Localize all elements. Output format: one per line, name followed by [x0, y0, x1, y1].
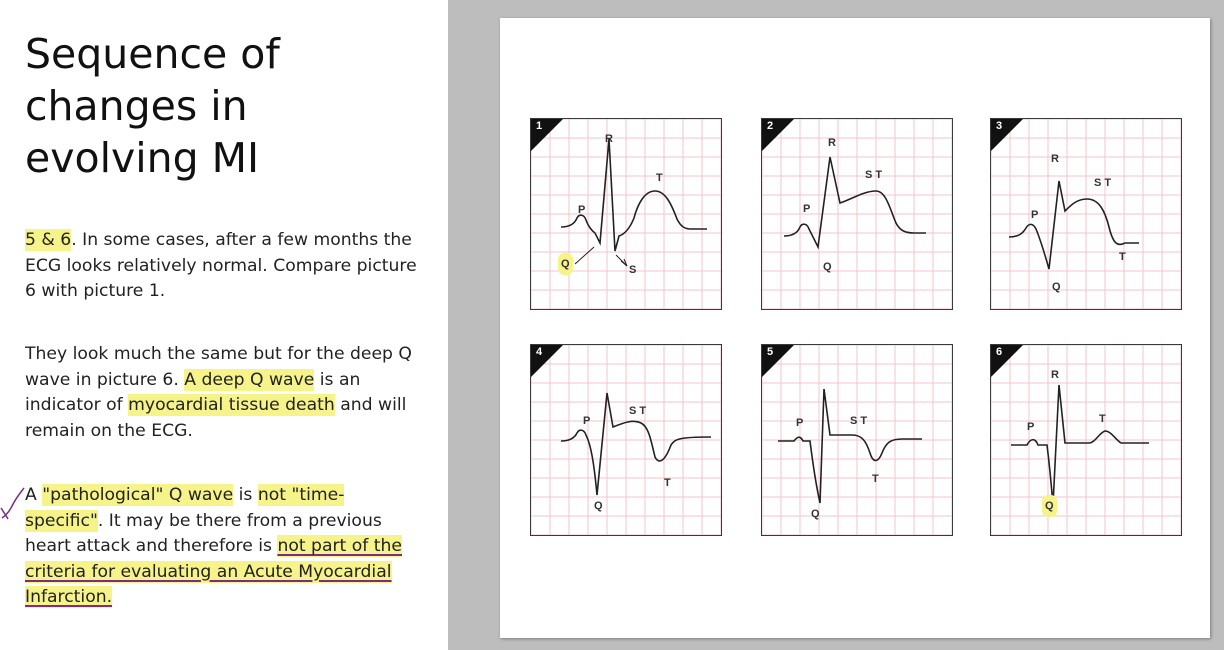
label-s: S — [629, 264, 637, 276]
label-p: P — [583, 415, 591, 427]
ecg-grid — [531, 345, 722, 536]
panel-number: 6 — [996, 346, 1003, 358]
label-p: P — [803, 203, 811, 215]
pen-tick-icon — [0, 484, 26, 524]
label-t: T — [656, 172, 663, 184]
slide-preview-area — [448, 0, 1224, 650]
text: and will remain on the ECG. — [25, 395, 407, 441]
ecg-trace-1 — [531, 119, 722, 310]
ecg-panel-1 — [530, 118, 722, 310]
paragraph-pathological-q — [25, 483, 420, 611]
paragraph-comparison — [25, 228, 420, 305]
ecg-grid — [531, 119, 722, 310]
label-p: P — [1031, 209, 1039, 221]
ecg-grid — [991, 345, 1182, 536]
ecg-grid — [991, 119, 1182, 310]
panel-number: 2 — [767, 120, 774, 132]
label-st: S T — [850, 415, 868, 427]
label-t: T — [872, 473, 879, 485]
text: is an indicator of — [25, 369, 361, 416]
text: They look much the same but for the deep Q wave in picture 6. — [25, 344, 412, 390]
slide-title: Sequence of changes in evolving MI — [25, 30, 280, 182]
label-t: T — [664, 477, 671, 489]
panel-number: 3 — [996, 120, 1003, 132]
panel-number: 5 — [767, 346, 774, 358]
label-r: R — [828, 137, 836, 149]
label-r: R — [605, 133, 613, 145]
label-r: R — [1051, 153, 1059, 165]
text: is — [233, 485, 258, 505]
highlight-deep-q-wave: A deep Q wave — [184, 369, 315, 390]
text: . In some cases, after a few months the ECG looks relatively normal. Compare picture 6 with picture 1. — [25, 230, 417, 302]
panel-number: 1 — [536, 120, 543, 132]
label-q: Q — [1052, 281, 1061, 293]
ecg-trace-3 — [991, 119, 1182, 310]
label-p: P — [578, 204, 586, 216]
ecg-trace-6 — [991, 345, 1182, 536]
underlined-criteria: not part of the criteria for evaluating an Acute Myocardial Infarction. — [25, 536, 402, 608]
text: . It may be there from a previous heart attack and therefore is — [25, 510, 382, 557]
label-p: P — [1027, 421, 1035, 433]
ecg-panel-4 — [530, 344, 722, 536]
highlight-pathological-q: "pathological" Q wave — [42, 485, 234, 505]
label-q: Q — [811, 508, 820, 520]
slide-page — [500, 18, 1210, 638]
paragraph-deep-q — [25, 342, 420, 444]
highlight-5-and-6: 5 & 6 — [25, 230, 72, 250]
label-q: Q — [823, 261, 832, 273]
label-st: S T — [629, 405, 647, 417]
ecg-grid — [762, 119, 953, 310]
label-p: P — [796, 417, 804, 429]
label-q-highlighted: Q — [1042, 495, 1057, 517]
label-st: S T — [865, 169, 883, 181]
ecg-panel-2 — [761, 118, 953, 310]
label-t: T — [1099, 413, 1106, 425]
ecg-panel-5 — [761, 344, 953, 536]
label-q: Q — [594, 500, 603, 512]
ecg-trace-5 — [762, 345, 953, 536]
notes-pane — [0, 0, 448, 650]
highlight-not-time-specific: not "time-specific" — [25, 485, 345, 531]
label-st: S T — [1094, 177, 1112, 189]
label-q-highlighted: Q — [558, 253, 573, 275]
text: A — [25, 485, 43, 505]
ecg-panel-6 — [990, 344, 1182, 536]
ecg-trace-4 — [531, 345, 722, 536]
panel-number: 4 — [536, 346, 543, 358]
label-r: R — [1051, 369, 1059, 381]
label-t: T — [1119, 251, 1126, 263]
highlight-tissue-death: myocardial tissue death — [128, 395, 335, 416]
ecg-trace-2 — [762, 119, 953, 310]
ecg-panel-3 — [990, 118, 1182, 310]
